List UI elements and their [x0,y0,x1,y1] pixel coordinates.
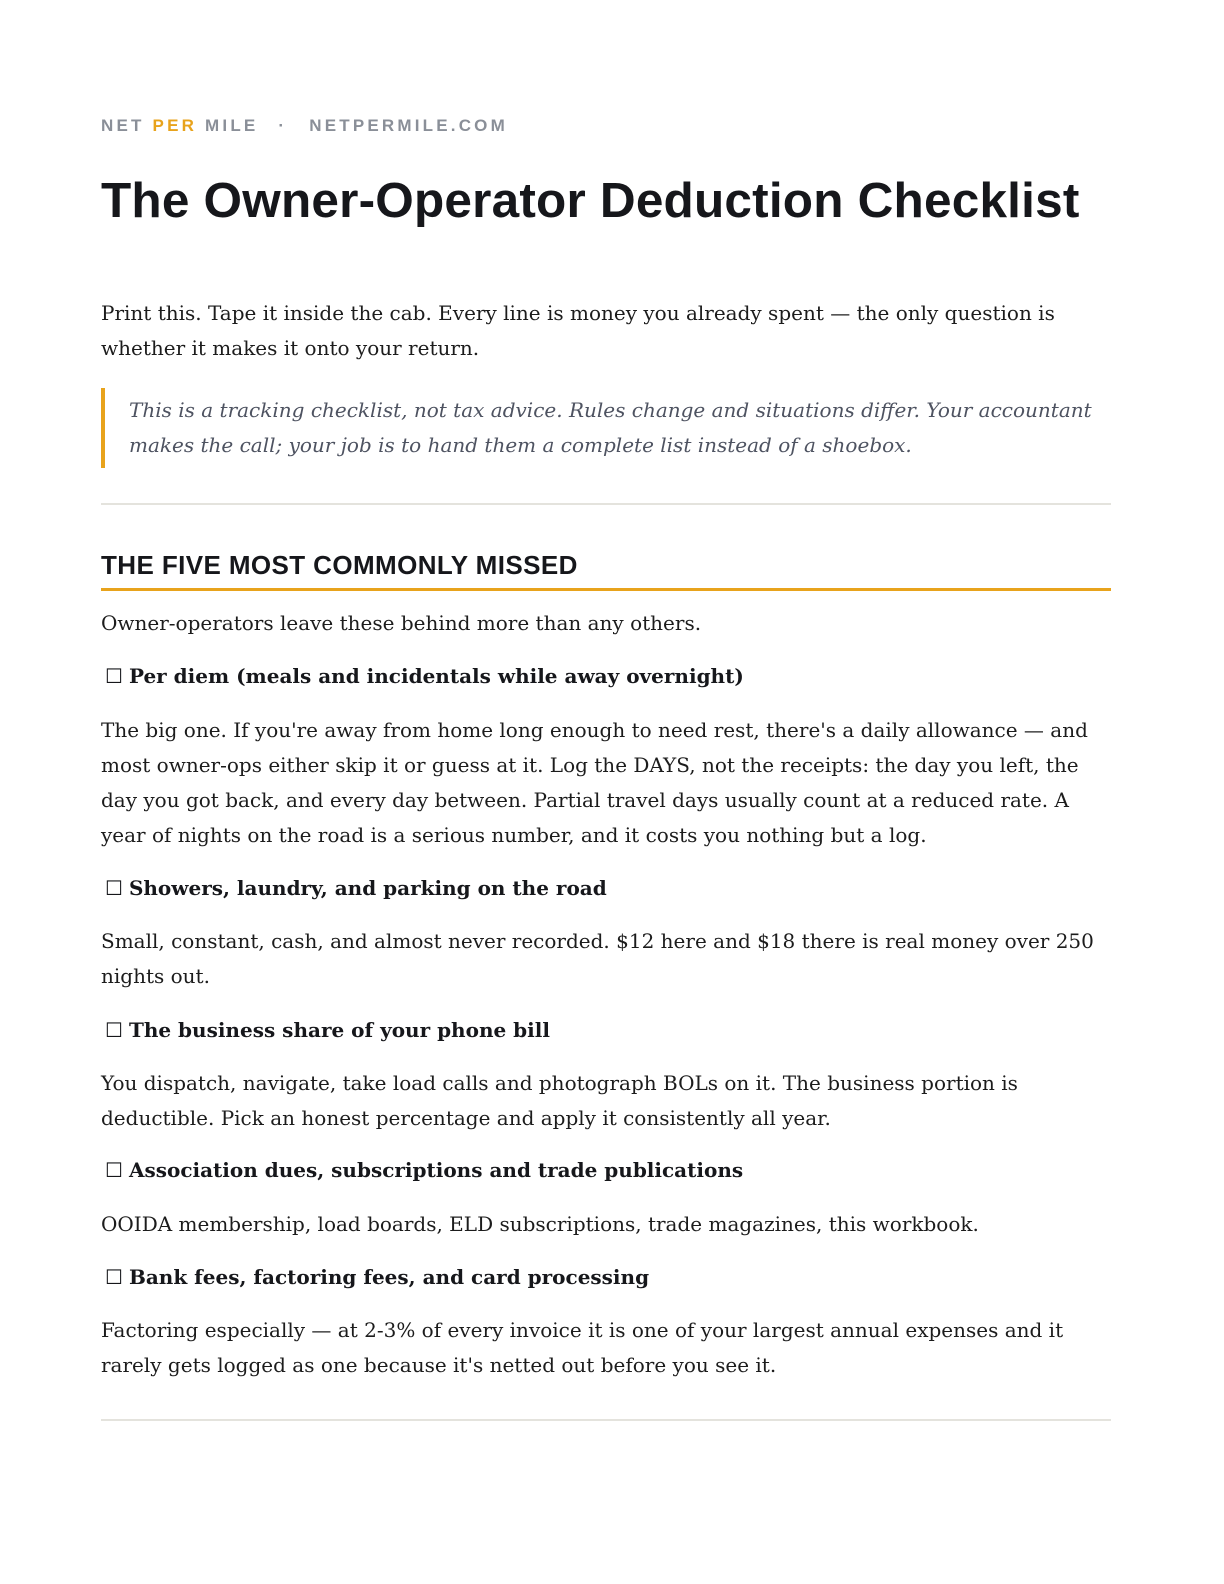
checklist-item-body: You dispatch, navigate, take load calls and photograph BOLs on it. The business portion is deductible. Pick an honest percentage and apply it consistently all year. [101,1071,1018,1130]
checklist-item-label: Bank fees, factoring fees, and card processing [128,1265,650,1289]
divider-top [101,503,1111,505]
checklist-item-body: Factoring especially — at 2-3% of every invoice it is one of your largest annual expenses and it rarely gets logged as one because it's netted out before you see it. [101,1318,1064,1377]
section-lead: Owner-operators leave these behind more than any others. [101,611,702,635]
checkbox-icon: ☐ [105,1018,123,1042]
intro-paragraph: Print this. Tape it inside the cab. Every line is money you already spent — the only question is whether it makes it onto your return. [101,301,1055,360]
section-heading-underline [101,588,1111,591]
checklist-item-body: The big one. If you're away from home long enough to need rest, there's a daily allowance — and most owner-ops either skip it or guess at it. Log the DAYS, not the receipts: the day you left, the day you got back, and every day between. Partial travel days usually count at a reduced rate. A year of nights on the road is a serious number, and it costs you nothing but a log. [101,718,1088,847]
divider-bottom [101,1419,1111,1421]
checklist-item-label: Per diem (meals and incidentals while away overnight) [128,664,744,688]
brand-name-mile: MILE [205,116,259,135]
brand-name-net: NET [101,116,145,135]
disclaimer-text: This is a tracking checklist, not tax advice. Rules change and situations differ. Your accountant makes the call; your job is to hand them a complete list instead of a shoebox. [129,398,1092,457]
brand-separator: · [278,116,288,135]
checklist-item-title [101,1013,1111,1048]
checkbox-icon: ☐ [105,1158,123,1182]
checklist-item-title [101,1260,1111,1295]
checklist-item-label: Showers, laundry, and parking on the road [128,876,607,900]
disclaimer-callout [101,388,1111,468]
checklist-item-title [101,871,1111,906]
brand-site: NETPERMILE.COM [309,116,508,135]
checkbox-icon: ☐ [105,1265,123,1289]
checklist-item-label: The business share of your phone bill [128,1018,550,1042]
checklist-item-title [101,659,1111,694]
brand-name-per: PER [152,116,198,135]
checklist-item-body: Small, constant, cash, and almost never recorded. $12 here and $18 there is real money over 250 nights out. [101,929,1094,988]
checklist-item-body: OOIDA membership, load boards, ELD subscriptions, trade magazines, this workbook. [101,1212,979,1236]
checkbox-icon: ☐ [105,876,123,900]
brand-header [101,116,508,136]
checkbox-icon: ☐ [105,664,123,688]
section-heading: THE FIVE MOST COMMONLY MISSED [101,550,578,580]
page-title: The Owner-Operator Deduction Checklist [101,173,1080,228]
checklist-item-title [101,1153,1111,1188]
checklist-item-label: Association dues, subscriptions and trade publications [128,1158,744,1182]
